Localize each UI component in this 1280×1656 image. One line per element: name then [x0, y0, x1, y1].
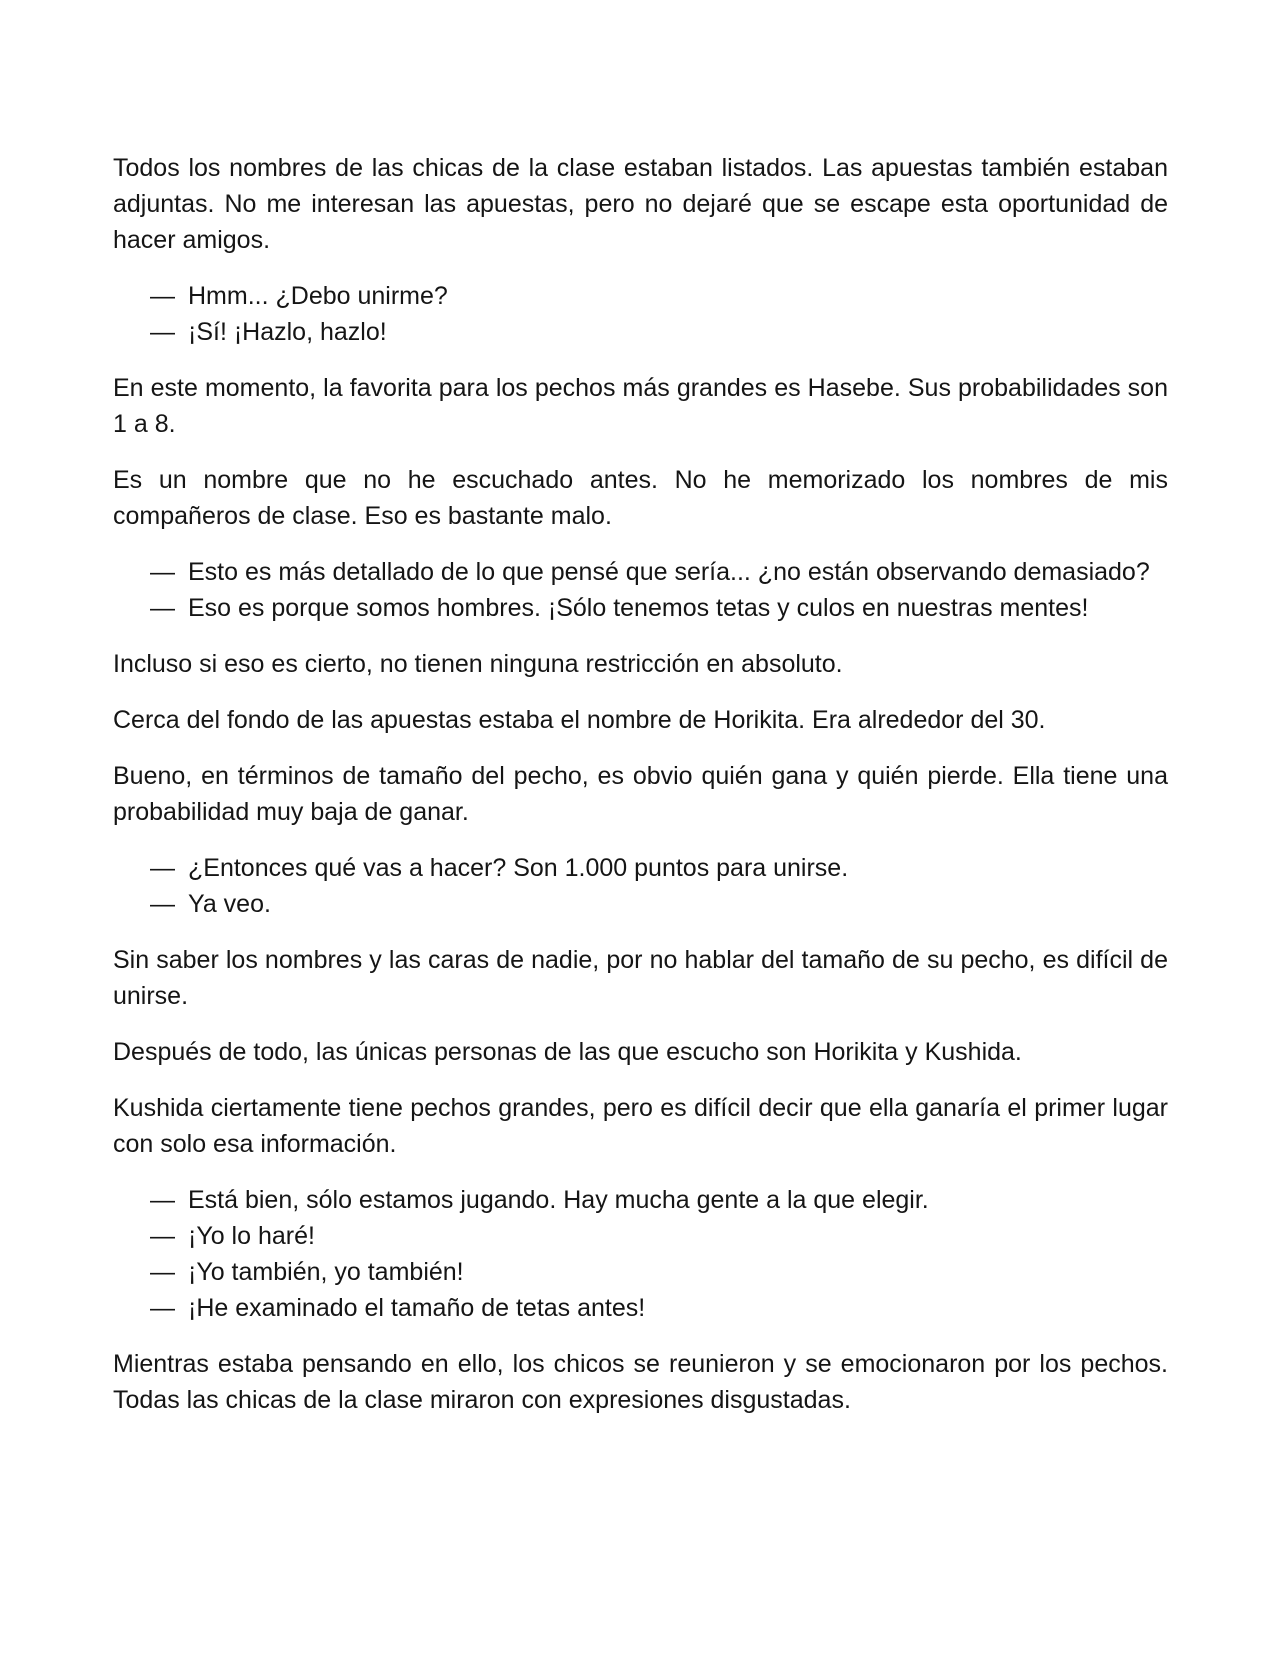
dash: — — [150, 1186, 175, 1214]
dash: — — [150, 1222, 175, 1250]
paragraph: Mientras estaba pensando en ello, los chicos se reunieron y se emocionaron por los pechos. Todas las chicas de la clase miraron con expresiones disgustadas. — [113, 1350, 1168, 1414]
dash: — — [150, 1294, 175, 1322]
dialogue-block — [113, 278, 1168, 350]
paragraph: En este momento, la favorita para los pechos más grandes es Hasebe. Sus probabilidades son 1 a 8. — [113, 374, 1168, 438]
dash: — — [150, 854, 175, 882]
dash: — — [150, 1258, 175, 1286]
paragraph: Sin saber los nombres y las caras de nadie, por no hablar del tamaño de su pecho, es difícil de unirse. — [113, 946, 1168, 1010]
dialogue-line: — ¡Yo lo haré! — [113, 1218, 1168, 1254]
dialogue-line: — ¡Yo también, yo también! — [113, 1254, 1168, 1290]
dialogue-line: — ¡Sí! ¡Hazlo, hazlo! — [113, 314, 1168, 350]
paragraph: Kushida ciertamente tiene pechos grandes, pero es difícil decir que ella ganaría el primer lugar con solo esa información. — [113, 1094, 1168, 1158]
dash: — — [150, 558, 175, 586]
paragraph: Incluso si eso es cierto, no tienen ninguna restricción en absoluto. — [113, 650, 843, 678]
paragraph: Después de todo, las únicas personas de las que escucho son Horikita y Kushida. — [113, 1038, 1022, 1066]
dash: — — [150, 594, 175, 622]
dialogue-line: — Ya veo. — [113, 886, 1168, 922]
paragraph: Cerca del fondo de las apuestas estaba el nombre de Horikita. Era alrededor del 30. — [113, 706, 1046, 734]
paragraph: Todos los nombres de las chicas de la clase estaban listados. Las apuestas también estaban adjuntas. No me interesan las apuestas, pero no dejaré que se escape esta oportunidad de hacer amigos. — [113, 154, 1168, 254]
dialogue-line: — Hmm... ¿Debo unirme? — [113, 278, 1168, 314]
dialogue-block — [113, 850, 1168, 922]
dialogue-line: — Esto es más detallado de lo que pensé que sería... ¿no están observando demasiado? — [113, 554, 1168, 590]
dash: — — [150, 318, 175, 346]
dialogue-line: — Eso es porque somos hombres. ¡Sólo tenemos tetas y culos en nuestras mentes! — [113, 590, 1168, 626]
dialogue-line: — Está bien, sólo estamos jugando. Hay mucha gente a la que elegir. — [113, 1182, 1168, 1218]
dialogue-line: — ¿Entonces qué vas a hacer? Son 1.000 puntos para unirse. — [113, 850, 1168, 886]
document-page — [113, 150, 1168, 1438]
dash: — — [150, 890, 175, 918]
dash: — — [150, 282, 175, 310]
dialogue-block — [113, 1182, 1168, 1326]
paragraph: Es un nombre que no he escuchado antes. No he memorizado los nombres de mis compañeros de clase. Eso es bastante malo. — [113, 466, 1168, 530]
paragraph: Bueno, en términos de tamaño del pecho, es obvio quién gana y quién pierde. Ella tiene una probabilidad muy baja de ganar. — [113, 762, 1168, 826]
dialogue-block — [113, 554, 1168, 626]
dialogue-line: — ¡He examinado el tamaño de tetas antes! — [113, 1290, 1168, 1326]
